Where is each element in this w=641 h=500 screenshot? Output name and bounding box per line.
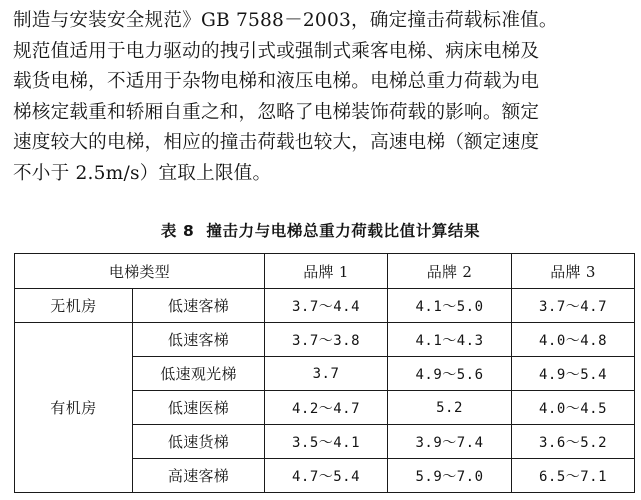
table-caption-title: 撞击力与电梯总重力荷载比值计算结果 bbox=[206, 222, 481, 240]
elevator-type-cell: 低速客梯 bbox=[133, 289, 265, 323]
value-cell: 4.1～4.3 bbox=[388, 323, 512, 357]
table-header-row bbox=[15, 254, 635, 289]
value-cell: 3.5～4.1 bbox=[265, 425, 388, 459]
value-cell: 3.7～3.8 bbox=[265, 323, 388, 357]
group-label-no-machine-room: 无机房 bbox=[15, 289, 133, 323]
value-cell: 5.2 bbox=[388, 391, 512, 425]
header-brand-2: 品牌 2 bbox=[388, 254, 512, 289]
value-cell: 3.9～7.4 bbox=[388, 425, 512, 459]
value-cell: 3.6～5.2 bbox=[512, 425, 635, 459]
paragraph-line: 梯核定载重和轿厢自重之和，忽略了电梯装饰荷载的影响。额定 bbox=[13, 101, 540, 123]
table-caption-number: 表 8 bbox=[160, 222, 195, 240]
value-cell: 4.0～4.8 bbox=[512, 323, 635, 357]
value-cell: 5.9～7.0 bbox=[388, 459, 512, 493]
paragraph-line: 速度较大的电梯，相应的撞击荷载也较大，高速电梯（额定速度 bbox=[13, 132, 540, 154]
value-cell: 4.9～5.6 bbox=[388, 357, 512, 391]
elevator-type-cell: 低速货梯 bbox=[133, 425, 265, 459]
value-cell: 4.0～4.5 bbox=[512, 391, 635, 425]
value-cell: 4.2～4.7 bbox=[265, 391, 388, 425]
elevator-type-cell: 低速客梯 bbox=[133, 323, 265, 357]
body-paragraph bbox=[13, 6, 635, 190]
table-caption bbox=[0, 219, 641, 241]
value-cell: 4.7～5.4 bbox=[265, 459, 388, 493]
paragraph-line: 载货电梯，不适用于杂物电梯和液压电梯。电梯总重力荷载为电 bbox=[13, 71, 540, 93]
value-cell: 4.1～5.0 bbox=[388, 289, 512, 323]
paragraph-line: 不小于 2.5m/s）宜取上限值。 bbox=[13, 162, 272, 184]
value-cell: 3.7～4.7 bbox=[512, 289, 635, 323]
header-brand-1: 品牌 1 bbox=[265, 254, 388, 289]
ratio-table bbox=[14, 253, 635, 493]
table-row bbox=[15, 323, 635, 357]
elevator-type-cell: 低速医梯 bbox=[133, 391, 265, 425]
value-cell: 3.7～4.4 bbox=[265, 289, 388, 323]
value-cell: 3.7 bbox=[265, 357, 388, 391]
value-cell: 6.5～7.1 bbox=[512, 459, 635, 493]
elevator-type-cell: 高速客梯 bbox=[133, 459, 265, 493]
header-brand-3: 品牌 3 bbox=[512, 254, 635, 289]
paragraph-line: 规范值适用于电力驱动的拽引式或强制式乘客电梯、病床电梯及 bbox=[13, 40, 540, 62]
group-label-machine-room: 有机房 bbox=[15, 323, 133, 493]
header-elevator-type: 电梯类型 bbox=[15, 254, 265, 289]
elevator-type-cell: 低速观光梯 bbox=[133, 357, 265, 391]
value-cell: 4.9～5.4 bbox=[512, 357, 635, 391]
paragraph-line: 制造与安装安全规范》GB 7588－2003，确定撞击荷载标准值。 bbox=[13, 10, 558, 31]
table-row bbox=[15, 289, 635, 323]
